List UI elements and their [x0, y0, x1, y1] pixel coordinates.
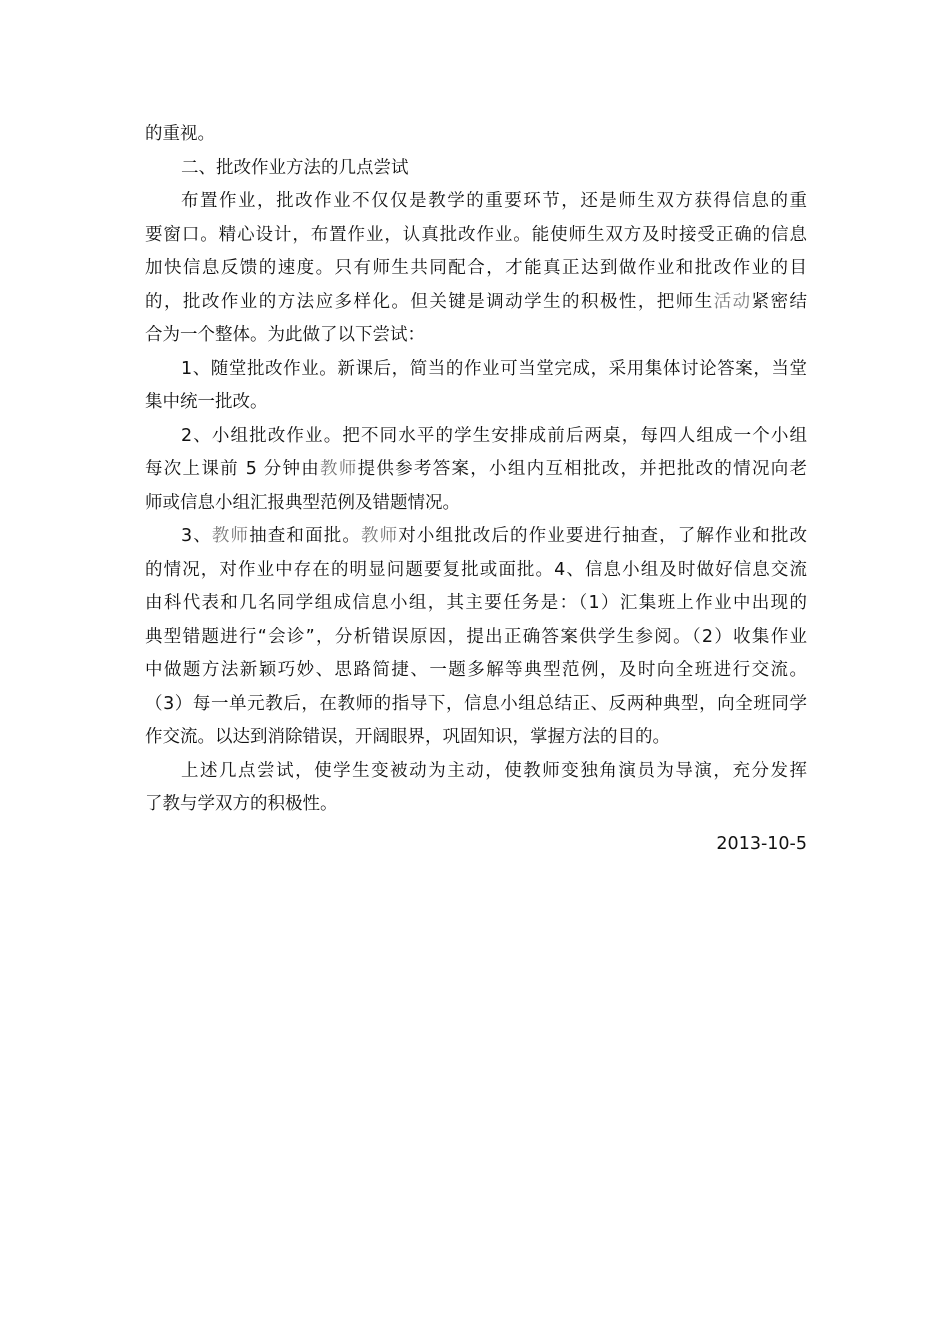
- document-body: [145, 118, 807, 861]
- paragraph-line: 师或信息小组汇报典型范例及错题情况。: [145, 492, 460, 513]
- link-activity[interactable]: 活动: [713, 291, 752, 312]
- text-run: 每次上课前 5 分钟由: [145, 459, 321, 479]
- paragraph-line: 上述几点尝试，使学生变被动为主动，使教师变独角演员为导演，充分发挥: [181, 760, 807, 781]
- text-run: 的，批改作业的方法应多样化。但关键是调动学生的积极性，把师生: [145, 291, 714, 312]
- text-run: 3、: [181, 526, 212, 546]
- paragraph-method-1: [145, 353, 807, 420]
- paragraph-method-3: [145, 520, 807, 755]
- paragraph-line: 集中统一批改。: [145, 392, 268, 412]
- paragraph-line: 加快信息反馈的速度。只有师生共同配合，才能真正达到做作业和批改作业的目: [145, 258, 807, 278]
- text-run: 紧密结: [751, 291, 808, 312]
- paragraph-intro: [145, 185, 807, 353]
- paragraph-line: 1、随堂批改作业。新课后，简当的作业可当堂完成，采用集体讨论答案，当堂: [181, 358, 807, 379]
- paragraph-line: 作交流。以达到消除错误，开阔眼界，巩固知识，掌握方法的目的。: [145, 727, 670, 747]
- paragraph-line: 了教与学双方的积极性。: [145, 794, 338, 814]
- paragraph-line: 的情况，对作业中存在的明显问题要复批或面批。4、信息小组及时做好信息交流: [145, 559, 807, 580]
- paragraph-line: 合为一个整体。为此做了以下尝试：: [145, 325, 425, 345]
- paragraph-line: [145, 286, 807, 320]
- paragraph-line: 布置作业，批改作业不仅仅是教学的重要环节，还是师生双方获得信息的重: [181, 191, 807, 211]
- paragraph-line: 典型错题进行“会诊”，分析错误原因，提出正确答案供学生参阅。（2）收集作业: [145, 626, 807, 647]
- paragraph-line: 的重视。: [145, 124, 215, 144]
- link-teacher[interactable]: 教师: [320, 459, 358, 479]
- paragraph-line: 由科代表和几名同学组成信息小组，其主要任务是：（1）汇集班上作业中出现的: [145, 593, 807, 613]
- paragraph-line: （3）每一单元教后，在教师的指导下，信息小组总结正、反两种典型，向全班同学: [145, 693, 807, 714]
- paragraph-line: 要窗口。精心设计，布置作业，认真批改作业。能使师生双方及时接受正确的信息: [145, 224, 807, 245]
- paragraph-method-2: [145, 420, 807, 521]
- paragraph-line: 中做题方法新颖巧妙、思路简捷、一题多解等典型范例，及时向全班进行交流。: [145, 660, 807, 680]
- text-run: 对小组批改后的作业要进行抽查，了解作业和批改: [398, 526, 808, 546]
- paragraph-line: 2、小组批改作业。把不同水平的学生安排成前后两桌，每四人组成一个小组: [181, 425, 807, 446]
- link-teacher[interactable]: 教师: [211, 526, 250, 546]
- text-run: 抽查和面批。: [249, 526, 361, 546]
- document-date: 2013-10-5: [716, 833, 807, 854]
- link-teacher[interactable]: 教师: [360, 526, 399, 546]
- paragraph-conclusion: [145, 755, 807, 822]
- section-heading: 二、批改作业方法的几点尝试: [181, 157, 409, 178]
- paragraph-line: [145, 453, 807, 487]
- text-run: 提供参考答案，小组内互相批改，并把批改的情况向老: [357, 459, 808, 479]
- paragraph-line: [145, 520, 807, 554]
